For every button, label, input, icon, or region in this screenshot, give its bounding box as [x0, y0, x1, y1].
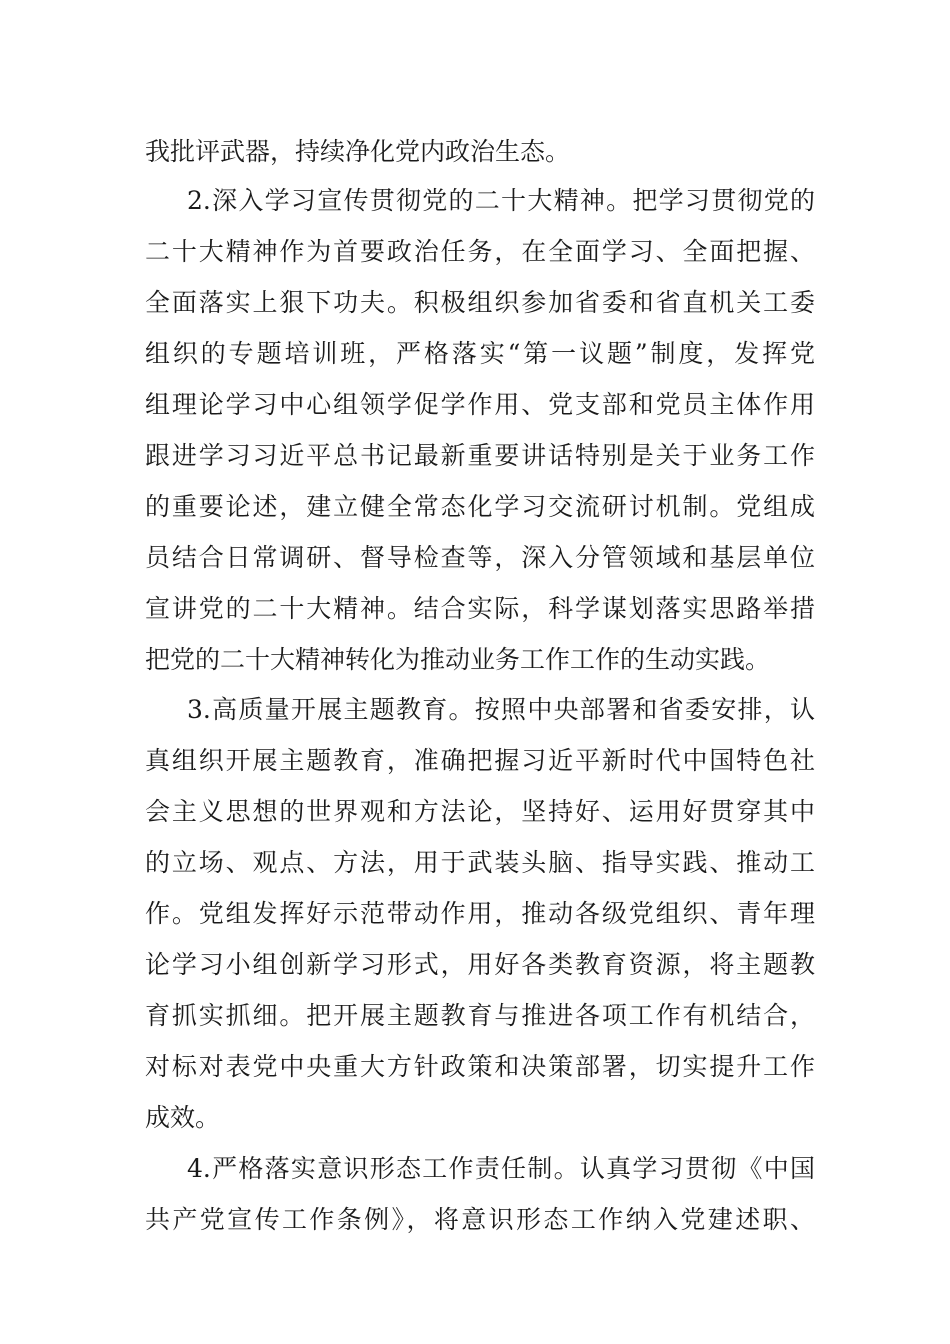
paragraph-line-17: 论学习小组创新学习形式，用好各类教育资源，将主题教 — [145, 950, 815, 979]
paragraph-line-18: 育抓实抓细。把开展主题教育与推进各项工作有机结合， — [145, 1001, 815, 1030]
paragraph-line-3: 二十大精神作为首要政治任务，在全面学习、全面把握、 — [145, 237, 815, 266]
paragraph-line-11: 把党的二十大精神转化为推动业务工作工作的生动实践。 — [145, 645, 771, 674]
paragraph-line-19: 对标对表党中央重大方针政策和决策部署，切实提升工作 — [145, 1052, 815, 1081]
paragraph-line-10: 宣讲党的二十大精神。结合实际，科学谋划落实思路举措 — [145, 594, 815, 623]
paragraph-line-1: 我批评武器，持续净化党内政治生态。 — [145, 137, 571, 166]
paragraph-line-16: 作。党组发挥好示范带动作用，推动各级党组织、青年理 — [145, 899, 815, 928]
paragraph-line-14: 会主义思想的世界观和方法论，坚持好、运用好贯穿其中 — [145, 797, 815, 826]
paragraph-line-13: 真组织开展主题教育，准确把握习近平新时代中国特色社 — [145, 746, 815, 775]
section-4-heading-line: 4.严格落实意识形态工作责任制。认真学习贯彻《中国 — [187, 1154, 815, 1183]
paragraph-line-9: 员结合日常调研、督导检查等，深入分管领域和基层单位 — [145, 543, 815, 572]
paragraph-line-20: 成效。 — [145, 1103, 221, 1132]
paragraph-line-22: 共产党宣传工作条例》，将意识形态工作纳入党建述职、 — [145, 1205, 815, 1234]
paragraph-line-5: 组织的专题培训班，严格落实“第一议题”制度，发挥党 — [145, 339, 815, 368]
paragraph-line-4: 全面落实上狠下功夫。积极组织参加省委和省直机关工委 — [145, 288, 815, 317]
paragraph-line-6: 组理论学习中心组领学促学作用、党支部和党员主体作用 — [145, 390, 815, 419]
section-3-heading-line: 3.高质量开展主题教育。按照中央部署和省委安排，认 — [187, 695, 815, 724]
paragraph-line-15: 的立场、观点、方法，用于武装头脑、指导实践、推动工 — [145, 848, 815, 877]
section-2-heading-line: 2.深入学习宣传贯彻党的二十大精神。把学习贯彻党的 — [187, 186, 815, 215]
paragraph-line-7: 跟进学习习近平总书记最新重要讲话特别是关于业务工作 — [145, 441, 815, 470]
paragraph-line-8: 的重要论述，建立健全常态化学习交流研讨机制。党组成 — [145, 492, 815, 521]
